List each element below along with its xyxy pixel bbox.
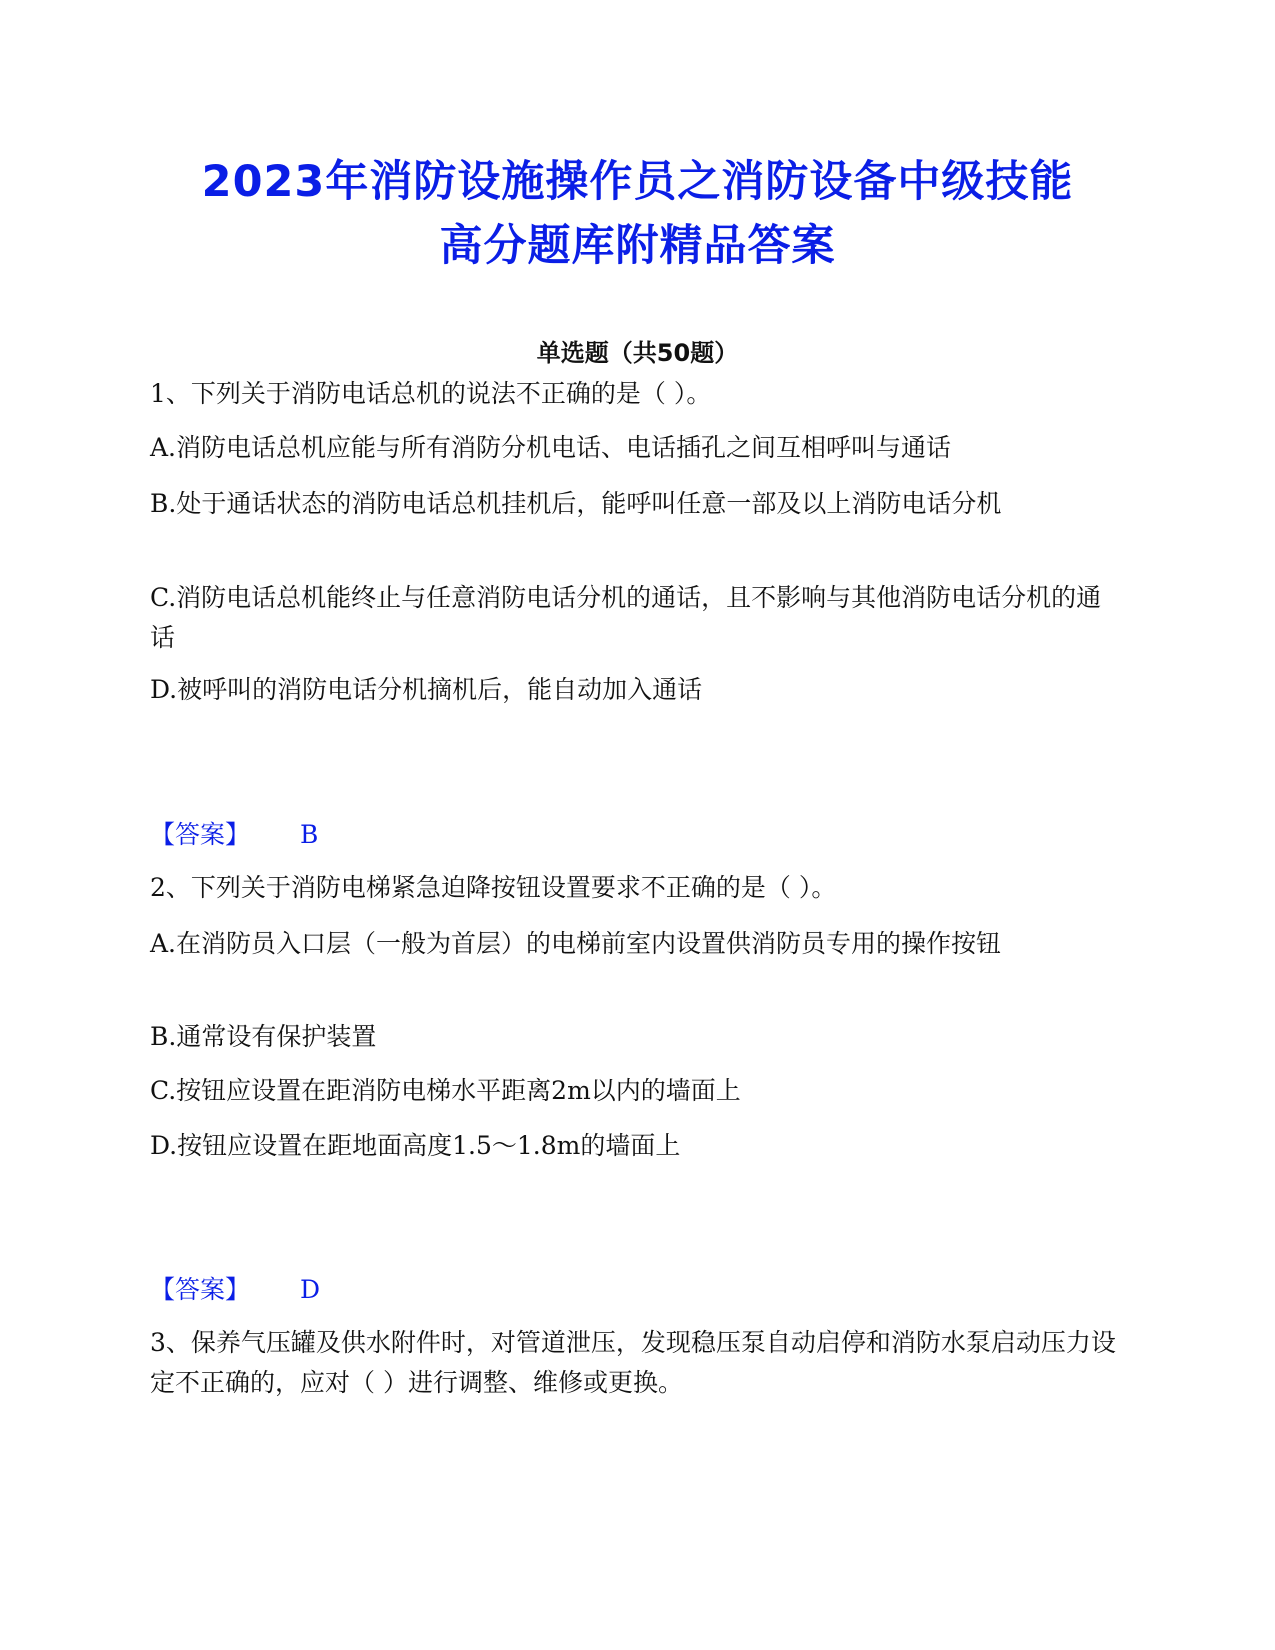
option-a: A.在消防员入口层（一般为首层）的电梯前室内设置供消防员专用的操作按钮 — [150, 929, 1002, 958]
answer-row — [150, 815, 318, 855]
answer-row — [150, 1270, 320, 1310]
answer-label: 【答案】 — [150, 820, 251, 849]
option-b: B.通常设有保护装置 — [150, 1022, 377, 1051]
option-b: B.处于通话状态的消防电话总机挂机后，能呼叫任意一部及以上消防电话分机 — [150, 489, 1002, 518]
option-d: D.被呼叫的消防电话分机摘机后，能自动加入通话 — [150, 675, 703, 704]
document-title — [120, 150, 1155, 278]
option-c: C.消防电话总机能终止与任意消防电话分机的通话，且不影响与其他消防电话分机的通话 — [150, 583, 1102, 652]
title-line-1: 2023年消防设施操作员之消防设备中级技能 — [201, 157, 1074, 207]
answer-value: B — [300, 820, 319, 849]
section-heading: 单选题（共50题） — [536, 339, 739, 367]
option-a: A.消防电话总机应能与所有消防分机电话、电话插孔之间互相呼叫与通话 — [150, 433, 952, 462]
title-line-2: 高分题库附精品答案 — [439, 221, 836, 271]
option-c: C.按钮应设置在距消防电梯水平距离2m以内的墙面上 — [150, 1076, 741, 1105]
question-stem: 2、下列关于消防电梯紧急迫降按钮设置要求不正确的是（ ）。 — [150, 873, 837, 902]
question-stem: 1、下列关于消防电话总机的说法不正确的是（ ）。 — [150, 379, 712, 408]
answer-value: D — [300, 1275, 321, 1304]
answer-label: 【答案】 — [150, 1275, 251, 1304]
option-d: D.按钮应设置在距地面高度1.5～1.8m的墙面上 — [150, 1131, 681, 1160]
question-stem: 3、保养气压罐及供水附件时，对管道泄压，发现稳压泵自动启停和消防水泵启动压力设定不正确的，应对（ ）进行调整、维修或更换。 — [150, 1328, 1116, 1397]
